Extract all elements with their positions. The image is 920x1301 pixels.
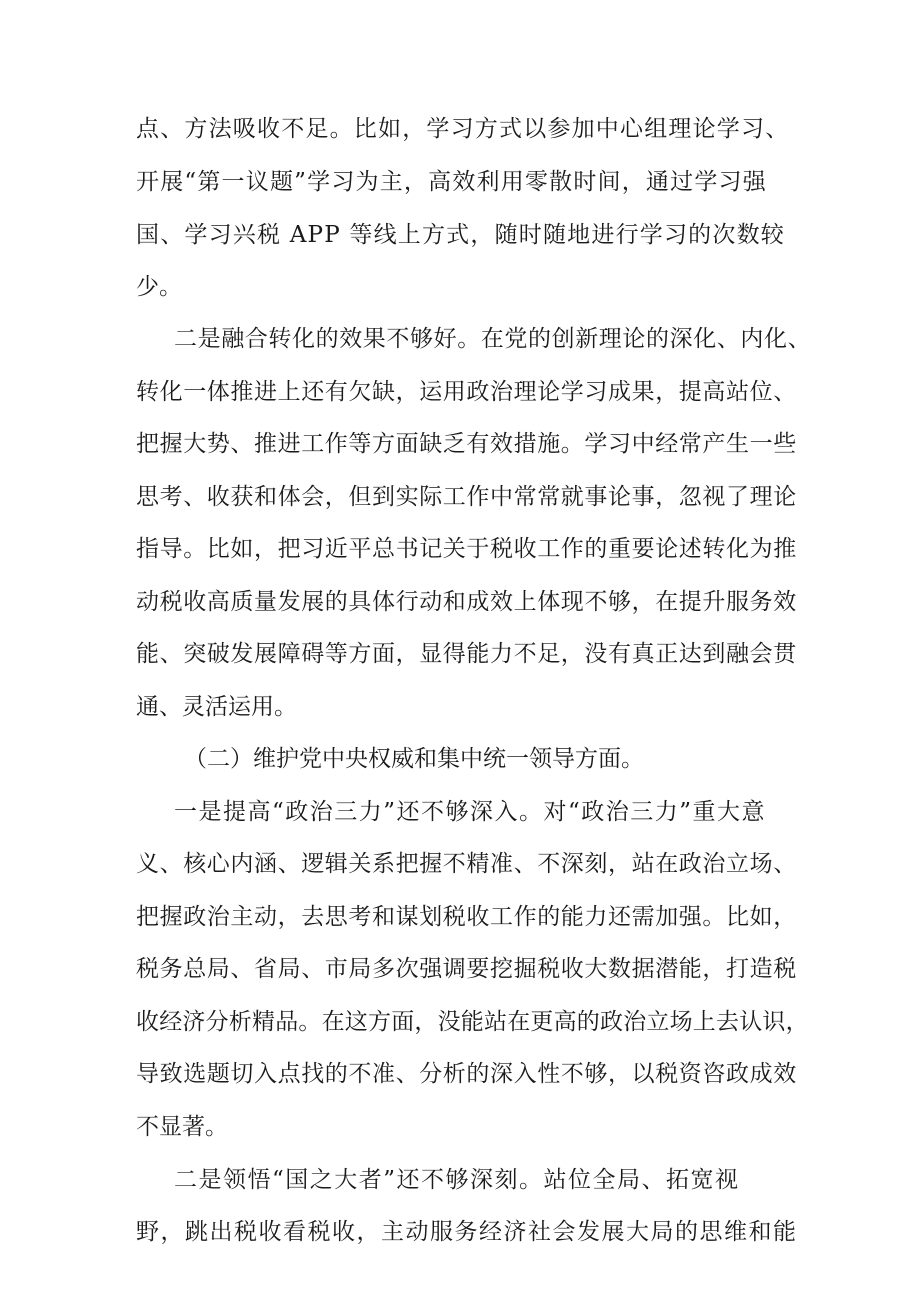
text-line: 把握政治主动，去思考和谋划税收工作的能力还需加强。比如， — [136, 904, 797, 930]
text-line: 少。 — [136, 274, 182, 300]
text-line: 把握大势、推进工作等方面缺乏有效措施。学习中经常产生一些 — [136, 431, 797, 457]
text-line: 指导。比如，把习近平总书记关于税收工作的重要论述转化为推 — [136, 536, 797, 562]
text-line: 不显著。 — [136, 1114, 228, 1140]
text-line: 国、学习兴税 APP 等线上方式，随时随地进行学习的次数较 — [136, 222, 785, 248]
text-line: 动税收高质量发展的具体行动和成效上体现不够，在提升服务效 — [136, 589, 797, 615]
text-line: 二是领悟“国之大者”还不够深刻。站位全局、拓宽视 — [174, 1167, 740, 1193]
text-line: 通、灵活运用。 — [136, 694, 297, 720]
text-line: 一是提高“政治三力”还不够深入。对“政治三力”重大意 — [174, 799, 767, 825]
text-line: 导致选题切入点找的不准、分析的深入性不够，以税资咨政成效 — [136, 1061, 797, 1087]
text-line: 思考、收获和体会，但到实际工作中常常就事论事，忽视了理论 — [136, 484, 797, 510]
text-line: 税务总局、省局、市局多次强调要挖掘税收大数据潜能，打造税 — [136, 956, 797, 982]
text-line: 开展“第一议题”学习为主，高效利用零散时间，通过学习强 — [136, 169, 767, 195]
text-line: 二是融合转化的效果不够好。在党的创新理论的深化、内化、 — [174, 326, 812, 352]
text-line: 收经济分析精品。在这方面，没能站在更高的政治立场上去认识， — [136, 1009, 809, 1035]
text-line: 野，跳出税收看税收，主动服务经济社会发展大局的思维和能 — [136, 1219, 798, 1245]
section-heading: （二）维护党中央权威和集中统一领导方面。 — [184, 746, 644, 772]
text-line: 转化一体推进上还有欠缺，运用政治理论学习成果，提高站位、 — [136, 379, 797, 405]
text-line: 能、突破发展障碍等方面，显得能力不足，没有真正达到融会贯 — [136, 641, 797, 667]
text-line: 点、方法吸收不足。比如，学习方式以参加中心组理论学习、 — [136, 116, 790, 142]
text-line: 义、核心内涵、逻辑关系把握不精准、不深刻，站在政治立场、 — [136, 851, 797, 877]
